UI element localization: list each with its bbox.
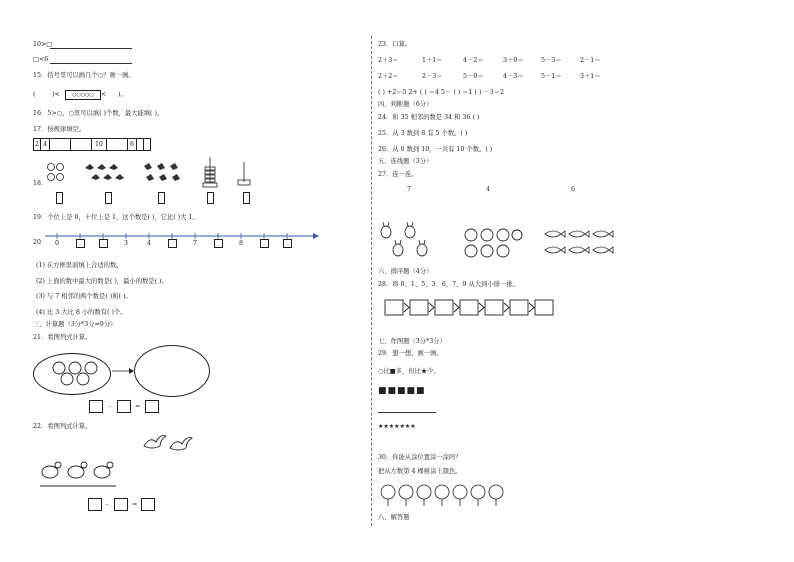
q15-end: )。: [118, 91, 127, 98]
q24-text: 24．和 35 相邻的数是 34 和 36 ( ): [378, 114, 480, 121]
numberline-blank[interactable]: [168, 239, 177, 248]
section-4-heading: 四、判断题（6分）: [378, 101, 433, 108]
q18-answer-box[interactable]: [158, 192, 165, 204]
mental-math-item: 2＋3＝: [378, 57, 399, 64]
standing-bird-icon: [38, 458, 118, 488]
answer-line[interactable]: [50, 63, 132, 64]
section-3-heading: 三、计算题（3分*3分=9分）: [33, 321, 117, 328]
q15-text: 15．括号里可以画几个○？画一画。: [33, 72, 135, 79]
numberline-label-0: 0: [55, 240, 60, 247]
chick-group-icon: [140, 160, 192, 186]
numberline-blank[interactable]: [214, 239, 223, 248]
q18-answer-box[interactable]: [56, 192, 63, 204]
abacus-rod-icon: [235, 160, 253, 188]
q17-cell: 4: [40, 138, 50, 151]
section-5-heading: 五、连线题（3分）: [378, 158, 433, 165]
section-6-heading: 六、排序题（4分）: [378, 268, 433, 275]
equals-sign: =: [135, 403, 141, 410]
q21-answer-box[interactable]: [145, 400, 159, 413]
connect-number-4: 4: [486, 186, 491, 193]
q18-answer-box[interactable]: [207, 192, 214, 204]
numberline-label-3: 3: [124, 240, 129, 247]
connect-number-6: 6: [571, 186, 576, 193]
flying-bird-icon: [140, 432, 196, 456]
q22-text: 22．看图列式计算。: [33, 423, 92, 430]
mental-math-item: 1＋1＝: [422, 57, 443, 64]
q14a-text: 10>□: [33, 41, 53, 48]
connect-number-7: 7: [407, 186, 412, 193]
q18-label: 18．: [33, 180, 48, 187]
minus-sign: -: [106, 501, 109, 508]
mental-math-item: 2－3＝: [422, 73, 443, 80]
q22-answer-box[interactable]: [114, 498, 128, 511]
arrow-right-icon: [112, 367, 134, 375]
mental-math-item: 3＋1＝: [580, 73, 601, 80]
q25-text: 25．从 3 数到 8 有 5 个数。( ): [378, 130, 468, 137]
q21-answer-box[interactable]: [117, 400, 131, 413]
mental-math-item: 2－1＝: [580, 57, 601, 64]
q20-part1: (1) 在方框里面填上合适的数。: [36, 262, 123, 269]
fish-group-icon: [543, 226, 615, 260]
mental-math-item: 2＋2＝: [378, 73, 399, 80]
q30-instruction: 把从左数第 4 棵树涂上颜色。: [378, 468, 462, 475]
q18-answer-box[interactable]: [243, 192, 250, 204]
q17-cell[interactable]: [143, 138, 151, 151]
q23-text: 23．口算。: [378, 41, 412, 48]
column-divider: [371, 36, 372, 526]
q19-text: 19．个位上是 0，十位上是 1，这个数是( )，它比( )大 1。: [33, 214, 199, 221]
q21-answer-box[interactable]: [89, 400, 103, 413]
section-7-heading: 七、作图题（3分*3分）: [378, 338, 446, 345]
sorting-boxes: [384, 298, 564, 318]
mental-math-item: 5－0＝: [463, 73, 484, 80]
section-8-heading: 八、解答题: [378, 514, 410, 521]
mental-math-row-3: ( ) +2＝5 2+ ( ) ＝4 5－ ( ) ＝1 ( ) －3＝2: [378, 89, 505, 96]
q17-cell: 6: [127, 138, 137, 151]
q20-part3: (3) 与 7 相邻的两个数是( )和( )。: [36, 293, 132, 300]
numberline-blank[interactable]: [99, 239, 108, 248]
empty-plate-ellipse: [134, 345, 210, 397]
numberline-label-8: 8: [239, 240, 244, 247]
square-row: ■■■■■: [378, 386, 426, 396]
q18-answer-box[interactable]: [105, 192, 112, 204]
q17-cell[interactable]: [106, 138, 128, 151]
q20-label: 20．: [33, 239, 48, 246]
drawing-line[interactable]: [378, 412, 436, 413]
rabbit-group-icon: [378, 222, 436, 260]
numberline-label-7: 7: [193, 240, 198, 247]
q14b-text: □<6: [33, 56, 49, 63]
q20-part4: (4) 比 3 大比 8 小的数有( )个。: [36, 309, 127, 316]
q27-text: 27．连一连。: [378, 171, 418, 178]
mental-math-item: 5－3＝: [541, 57, 562, 64]
q30-text: 30．你能从涂位置涂一涂吗？: [378, 454, 462, 461]
q17-cell: 10: [91, 138, 107, 151]
q26-text: 26．从 0 数到 10，一共有 10 个数。( ): [378, 146, 493, 153]
ball-group-icon: [463, 226, 523, 260]
q17-cell[interactable]: [70, 138, 92, 151]
q15-open-paren: (: [33, 91, 36, 98]
q15-lt: <: [101, 91, 107, 98]
q17-cell[interactable]: [49, 138, 71, 151]
numberline-blank[interactable]: [260, 239, 269, 248]
mental-math-item: 4－3＝: [503, 73, 524, 80]
q29-text: 29．想一想，画一画。: [378, 350, 443, 357]
q16-text: 16．5>○，○里可以填( )个数，最大能填( )。: [33, 110, 164, 117]
q17-text: 17．按规律填空。: [33, 126, 86, 133]
bird-group-icon: [83, 160, 133, 184]
apple-group-icon: [45, 358, 101, 390]
numberline-blank[interactable]: [283, 239, 292, 248]
numberline-blank[interactable]: [76, 239, 85, 248]
q22-answer-box[interactable]: [141, 498, 155, 511]
mental-math-item: 4－2＝: [463, 57, 484, 64]
peach-group-icon: [46, 160, 72, 184]
numberline-label-4: 4: [147, 240, 152, 247]
q17-cell: 2: [33, 138, 41, 151]
abacus-icon: [200, 155, 220, 189]
q29-instruction: ○比■多，但比★少。: [378, 368, 440, 375]
q15-circle-box: ○○○○○: [65, 90, 101, 100]
tree-row-icon: [380, 484, 508, 508]
minus-sign: -: [109, 403, 112, 410]
q22-answer-box[interactable]: [88, 498, 102, 511]
star-row: ★★★★★★★: [378, 423, 416, 430]
mental-math-item: 3＋0＝: [503, 57, 524, 64]
mental-math-item: 5－1＝: [541, 73, 562, 80]
number-line: [45, 232, 320, 250]
q21-text: 21．看图列式计算。: [33, 334, 92, 341]
q20-part2: (2) 上面的数中最大的数是( )，最小的数是( )。: [36, 278, 168, 285]
answer-line[interactable]: [50, 48, 132, 49]
q28-text: 28．将 0、1、5、3、6、7、9 从大到小排一排。: [378, 281, 519, 288]
q15-mid: )<: [52, 91, 60, 98]
equals-sign: =: [132, 501, 138, 508]
